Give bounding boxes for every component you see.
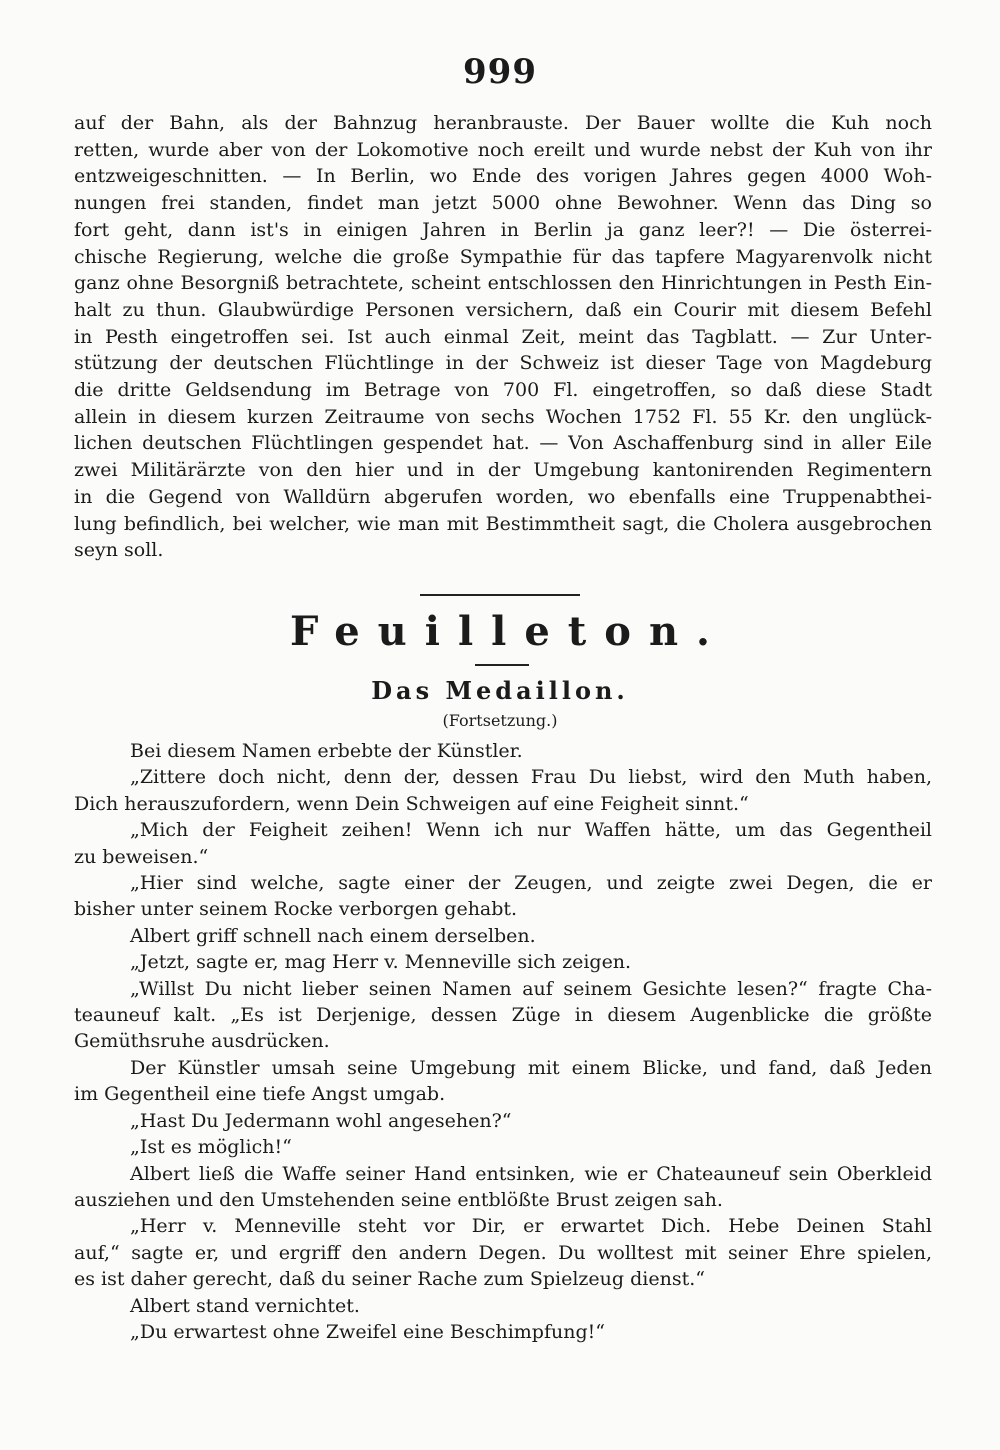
- page-number: 999: [463, 52, 537, 92]
- story-line: Der Künstler umsah seine Umgebung mit einem Blicke, und fand, daß Jeden: [130, 1056, 932, 1079]
- story-line: „Hier sind welche, sagte einer der Zeugen, und zeigte zwei Degen, die er: [130, 872, 932, 895]
- news-line: retten, wurde aber von der Lokomotive noch ereilt und wurde nebst der Kuh von ihr: [74, 138, 932, 161]
- news-line: die dritte Geldsendung im Betrage von 700 Fl. eingetroffen, so daß diese Stadt: [74, 379, 932, 402]
- news-line: in Pesth eingetroffen sei. Ist auch einmal Zeit, meint das Tagblatt. — Zur Unter-: [74, 325, 932, 348]
- story-line: zu beweisen.“: [74, 845, 209, 868]
- story-line: „Willst Du nicht lieber seinen Namen auf seinem Gesichte lesen?“ fragte Cha-: [130, 977, 932, 1000]
- news-line: in die Gegend von Walldürn abgerufen worden, wo ebenfalls eine Truppenabthei-: [74, 485, 932, 508]
- title-divider: [475, 664, 529, 666]
- story-continued-note: (Fortsetzung.): [442, 711, 558, 730]
- story-line: „Zittere doch nicht, denn der, dessen Frau Du liebst, wird den Muth haben,: [130, 766, 932, 789]
- news-line: lichen deutschen Flüchtlingen gespendet hat. — Von Aschaffenburg sind in aller Eile: [74, 432, 932, 455]
- story-line: auf,“ sagte er, und ergriff den andern Degen. Du wolltest mit seiner Ehre spielen,: [74, 1241, 932, 1264]
- news-line: allein in diesem kurzen Zeitraume von sechs Wochen 1752 Fl. 55 Kr. den unglück-: [74, 405, 932, 428]
- news-line: auf der Bahn, als der Bahnzug heranbrauste. Der Bauer wollte die Kuh noch: [74, 112, 932, 134]
- story-line: „Ist es möglich!“: [130, 1136, 292, 1159]
- story-line: Dich herauszufordern, wenn Dein Schweigen auf eine Feigheit sinnt.“: [74, 792, 749, 815]
- news-line: chische Regierung, welche die große Sympathie für das tapfere Magyarenvolk nicht: [74, 245, 932, 268]
- news-line: ganz ohne Besorgniß betrachtete, scheint entschlossen den Hinrichtungen in Pesth Ein-: [74, 272, 932, 295]
- story-line: „Du erwartest ohne Zweifel eine Beschimpfung!“: [130, 1320, 605, 1343]
- news-line: stützung der deutschen Flüchtlinge in der Schweiz ist dieser Tage von Magdeburg: [74, 352, 932, 375]
- story-line: Albert griff schnell nach einem derselben.: [130, 924, 536, 947]
- news-line: nungen frei standen, findet man jetzt 5000 ohne Bewohner. Wenn das Ding so: [74, 192, 932, 215]
- story-line: teauneuf kalt. „Es ist Derjenige, dessen Züge in diesem Augenblicke die größte: [74, 1004, 932, 1027]
- news-line: lung befindlich, bei welcher, wie man mit Bestimmtheit sagt, die Cholera ausgebrochen: [74, 512, 932, 535]
- story-line: bisher unter seinem Rocke verborgen gehabt.: [74, 898, 518, 921]
- story-line: ausziehen und den Umstehenden seine entblößte Brust zeigen sah.: [74, 1188, 723, 1211]
- story-line: Albert stand vernichtet.: [130, 1294, 360, 1317]
- story-line: „Hast Du Jedermann wohl angesehen?“: [130, 1109, 512, 1132]
- story-line: „Jetzt, sagte er, mag Herr v. Menneville sich zeigen.: [130, 951, 632, 974]
- story-line: Albert ließ die Waffe seiner Hand entsinken, wie er Chateauneuf sein Oberkleid: [130, 1162, 932, 1185]
- news-line: seyn soll.: [74, 539, 164, 562]
- story-line: „Mich der Feigheit zeihen! Wenn ich nur Waffen hätte, um das Gegentheil: [130, 819, 932, 842]
- feuilleton-heading: Feuilleton.: [290, 608, 728, 655]
- news-column: [74, 110, 932, 564]
- story-line: im Gegentheil eine tiefe Angst umgab.: [74, 1083, 446, 1106]
- story-line: es ist daher gerecht, daß du seiner Rache zum Spielzeug dienst.“: [74, 1268, 705, 1291]
- story-line: „Herr v. Menneville steht vor Dir, er erwartet Dich. Hebe Deinen Stahl: [130, 1215, 932, 1238]
- story-title: Das Medaillon.: [371, 676, 629, 705]
- news-line: entzweigeschnitten. — In Berlin, wo Ende des vorigen Jahres gegen 4000 Woh-: [74, 165, 932, 188]
- news-line: fort geht, dann ist's in einigen Jahren in Berlin ja ganz leer?! — Die österrei-: [74, 218, 932, 241]
- story-line: Gemüthsruhe ausdrücken.: [74, 1030, 330, 1053]
- news-line: halt zu thun. Glaubwürdige Personen versichern, daß ein Courir mit diesem Befehl: [74, 298, 932, 321]
- news-line: zwei Militärärzte von den hier und in der Umgebung kantonirenden Regimentern: [74, 459, 932, 482]
- section-divider: [420, 594, 580, 596]
- story-column: [74, 738, 932, 1345]
- story-line: Bei diesem Namen erbebte der Künstler.: [130, 740, 523, 762]
